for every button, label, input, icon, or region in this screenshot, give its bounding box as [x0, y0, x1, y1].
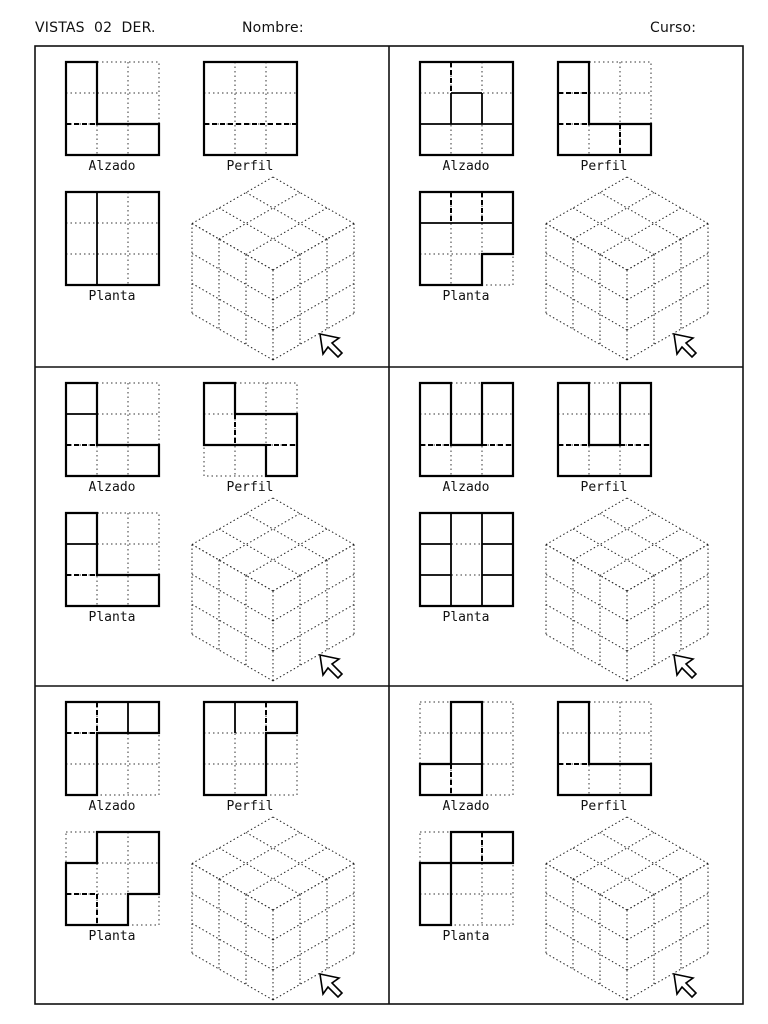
perfil-view	[204, 702, 297, 795]
grid-border	[204, 62, 297, 155]
iso-line	[192, 635, 273, 682]
view-direction-arrow-icon	[320, 334, 342, 357]
perfil-view	[558, 702, 651, 795]
iso-line	[273, 605, 354, 652]
iso-line	[600, 529, 681, 576]
iso-line	[192, 817, 273, 864]
iso-line	[546, 498, 627, 545]
exercise-panel	[66, 702, 354, 1000]
iso-line	[627, 894, 708, 941]
view-outline	[420, 513, 513, 606]
iso-line	[573, 208, 654, 255]
view-outline	[66, 702, 159, 795]
exercise-panel	[420, 62, 708, 360]
grid-border	[558, 62, 651, 155]
view-outline	[420, 383, 513, 476]
iso-line	[546, 864, 627, 911]
iso-line	[273, 498, 354, 545]
iso-line	[546, 864, 627, 911]
perfil-view	[558, 62, 651, 155]
iso-line	[192, 924, 273, 971]
view-direction-arrow-icon	[320, 974, 342, 997]
alzado-view	[420, 383, 513, 476]
iso-line	[546, 954, 627, 1001]
grid-border	[204, 383, 297, 476]
view-label: Perfil	[226, 159, 274, 174]
perfil-view	[204, 62, 297, 155]
alzado-view	[66, 383, 159, 476]
grid-border	[204, 702, 297, 795]
iso-line	[573, 833, 654, 880]
iso-line	[192, 545, 273, 592]
grid-border	[420, 832, 513, 925]
view-outline	[558, 702, 651, 795]
iso-line	[600, 848, 681, 895]
grid-border	[66, 513, 159, 606]
iso-line	[219, 529, 300, 576]
iso-line	[600, 514, 681, 561]
iso-line	[219, 833, 300, 880]
iso-line	[246, 514, 327, 561]
iso-line	[246, 193, 327, 240]
iso-line	[192, 254, 273, 301]
grid-border	[420, 702, 513, 795]
view-outline	[558, 383, 651, 476]
iso-line	[219, 514, 300, 561]
exercise-panel	[420, 383, 708, 681]
iso-line	[546, 545, 627, 592]
view-label: Alzado	[442, 799, 490, 814]
view-outline	[66, 832, 159, 925]
iso-line	[273, 284, 354, 331]
view-label: Alzado	[88, 159, 136, 174]
view-label: Alzado	[88, 480, 136, 495]
grid-border	[420, 62, 513, 155]
grid-border	[66, 383, 159, 476]
iso-line	[273, 224, 354, 271]
iso-line	[546, 894, 627, 941]
view-outline	[204, 62, 297, 155]
exercise-panel	[66, 383, 354, 681]
iso-line	[627, 545, 708, 592]
isometric-grid	[546, 498, 708, 681]
view-label: Planta	[88, 289, 136, 304]
isometric-grid	[192, 498, 354, 681]
iso-line	[627, 224, 708, 271]
iso-line	[192, 224, 273, 271]
view-outline	[420, 192, 513, 285]
iso-line	[246, 848, 327, 895]
iso-line	[627, 924, 708, 971]
iso-line	[273, 545, 354, 592]
exercise-panel	[420, 702, 708, 1000]
iso-line	[273, 545, 354, 592]
iso-line	[627, 498, 708, 545]
view-label: Planta	[88, 610, 136, 625]
iso-line	[627, 864, 708, 911]
isometric-grid	[546, 177, 708, 360]
grid-border	[66, 832, 159, 925]
view-direction-arrow-icon	[674, 655, 696, 678]
view-label: Perfil	[580, 799, 628, 814]
alzado-view	[66, 702, 159, 795]
iso-line	[627, 864, 708, 911]
iso-line	[546, 635, 627, 682]
iso-line	[546, 177, 627, 224]
view-label: Planta	[442, 929, 490, 944]
iso-line	[273, 924, 354, 971]
planta-view	[66, 832, 159, 925]
view-label: Alzado	[442, 480, 490, 495]
iso-line	[627, 284, 708, 331]
isometric-grid	[192, 177, 354, 360]
iso-line	[600, 193, 681, 240]
exercise-panel	[66, 62, 354, 360]
view-label: Alzado	[88, 799, 136, 814]
iso-line	[192, 864, 273, 911]
view-outline	[66, 513, 159, 606]
iso-line	[546, 575, 627, 622]
iso-line	[192, 575, 273, 622]
iso-line	[573, 193, 654, 240]
iso-line	[219, 848, 300, 895]
planta-view	[66, 192, 159, 285]
iso-line	[546, 924, 627, 971]
view-label: Planta	[88, 929, 136, 944]
iso-line	[273, 817, 354, 864]
view-label: Perfil	[580, 159, 628, 174]
iso-line	[246, 529, 327, 576]
alzado-view	[420, 702, 513, 795]
iso-line	[192, 498, 273, 545]
view-direction-arrow-icon	[674, 974, 696, 997]
grid-border	[558, 383, 651, 476]
iso-line	[273, 864, 354, 911]
grid-border	[420, 383, 513, 476]
view-outline	[66, 62, 159, 155]
view-label: Perfil	[226, 799, 274, 814]
iso-line	[192, 177, 273, 224]
view-direction-arrow-icon	[320, 655, 342, 678]
view-label: Planta	[442, 610, 490, 625]
iso-line	[273, 864, 354, 911]
iso-line	[573, 848, 654, 895]
worksheet-title: VISTAS 02 DER.	[35, 20, 156, 36]
planta-view	[420, 192, 513, 285]
iso-line	[273, 177, 354, 224]
name-label: Nombre:	[242, 20, 304, 36]
view-outline	[204, 702, 297, 795]
iso-line	[627, 575, 708, 622]
view-label: Alzado	[442, 159, 490, 174]
iso-line	[627, 545, 708, 592]
view-outline	[66, 383, 159, 476]
iso-line	[192, 954, 273, 1001]
isometric-grid	[546, 817, 708, 1000]
view-label: Perfil	[226, 480, 274, 495]
iso-line	[273, 894, 354, 941]
iso-line	[627, 605, 708, 652]
iso-line	[573, 529, 654, 576]
iso-line	[273, 254, 354, 301]
perfil-view	[204, 383, 297, 476]
iso-line	[546, 224, 627, 271]
iso-line	[219, 208, 300, 255]
iso-line	[273, 224, 354, 271]
iso-line	[627, 224, 708, 271]
view-direction-arrow-icon	[674, 334, 696, 357]
iso-line	[219, 193, 300, 240]
iso-line	[546, 254, 627, 301]
iso-line	[627, 817, 708, 864]
iso-line	[246, 208, 327, 255]
view-outline	[558, 62, 651, 155]
perfil-view	[558, 383, 651, 476]
grid-border	[66, 62, 159, 155]
iso-line	[192, 224, 273, 271]
iso-line	[546, 817, 627, 864]
grid-border	[66, 702, 159, 795]
planta-view	[420, 832, 513, 925]
iso-line	[546, 545, 627, 592]
iso-line	[192, 545, 273, 592]
iso-line	[246, 833, 327, 880]
isometric-grid	[192, 817, 354, 1000]
iso-line	[546, 605, 627, 652]
grid-border	[66, 192, 159, 285]
course-label: Curso:	[650, 20, 697, 36]
view-label: Perfil	[580, 480, 628, 495]
planta-view	[66, 513, 159, 606]
view-outline	[420, 832, 513, 925]
grid-border	[420, 513, 513, 606]
iso-line	[627, 177, 708, 224]
iso-line	[192, 864, 273, 911]
iso-line	[627, 254, 708, 301]
iso-line	[192, 314, 273, 361]
view-outline	[66, 192, 159, 285]
grid-border	[420, 192, 513, 285]
iso-line	[600, 208, 681, 255]
alzado-view	[420, 62, 513, 155]
view-outline	[204, 383, 297, 476]
iso-line	[273, 575, 354, 622]
alzado-view	[66, 62, 159, 155]
iso-line	[546, 284, 627, 331]
iso-line	[573, 514, 654, 561]
grid-border	[558, 702, 651, 795]
iso-line	[192, 894, 273, 941]
view-outline	[420, 62, 513, 155]
iso-line	[600, 833, 681, 880]
iso-line	[546, 314, 627, 361]
iso-line	[192, 605, 273, 652]
iso-line	[192, 284, 273, 331]
planta-view	[420, 513, 513, 606]
iso-line	[546, 224, 627, 271]
view-label: Planta	[442, 289, 490, 304]
